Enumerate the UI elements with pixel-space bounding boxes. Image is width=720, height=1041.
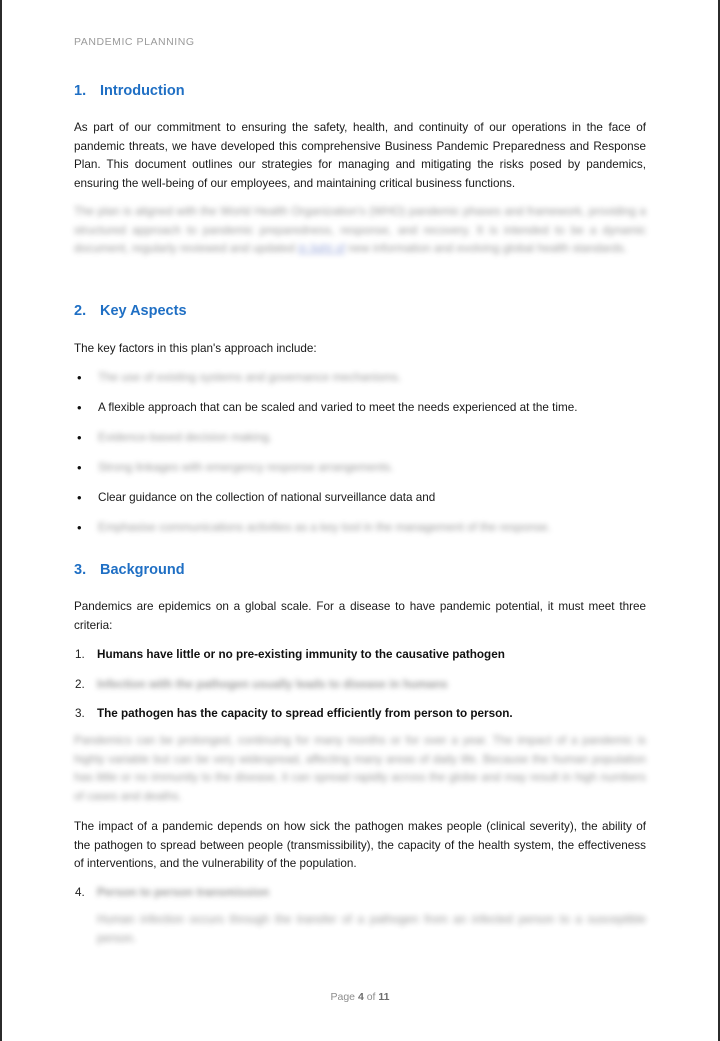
- heading-background-title: Background: [100, 562, 185, 578]
- table-row: [74, 646, 646, 665]
- pandemic-impact-paragraph: The impact of a pandemic depends on how sick the pathogen makes people (clinical severity), the ability of the pathogen to spread between people (transmissibility), the capacity of the health system, the effectiveness of interventions, and the vulnerability of the population.: [74, 820, 646, 871]
- bullet-marker-icon: •: [77, 520, 82, 535]
- bullet-marker-icon: •: [77, 460, 82, 475]
- list-item: [74, 459, 646, 478]
- background-intro-paragraph: Pandemics are epidemics on a global scale. For a disease to have pandemic potential, it must meet three criteria:: [74, 600, 646, 632]
- bullet-marker-icon: •: [77, 490, 82, 505]
- heading-key-aspects-number: 2.: [74, 303, 87, 319]
- list-item-label: A flexible approach that can be scaled and varied to meet the needs experienced at the time.: [98, 401, 578, 414]
- criteria-label: The pathogen has the capacity to spread efficiently from person to person.: [97, 707, 513, 720]
- list-item: [74, 489, 646, 508]
- bullet-marker-icon: •: [77, 400, 82, 415]
- bullet-marker-icon: •: [77, 370, 82, 385]
- list-item-label: Clear guidance on the collection of national surveillance data and: [98, 491, 436, 504]
- heading-introduction: [74, 83, 646, 99]
- redacted-hyperlink[interactable]: in light of: [298, 242, 345, 256]
- heading-introduction-number: 1.: [74, 83, 87, 99]
- footer-current-page: 4: [357, 991, 364, 1003]
- criteria-label: Person to person transmission: [97, 886, 270, 899]
- list-item-label: Strong linkages with emergency response arrangements.: [98, 461, 394, 474]
- table-row: [74, 884, 646, 903]
- criteria-label: Infection with the pathogen usually leads to disease in humans: [97, 678, 448, 691]
- redacted-text-a: The plan is aligned with the World Health Organization's (WHO) pandemic phases and framework, providing a structured approach to pandemic preparedness, response, and recovery. It is intended to be: [74, 205, 646, 237]
- list-number: 2.: [75, 678, 85, 691]
- footer-of-label: of: [366, 991, 376, 1003]
- heading-key-aspects-title: Key Aspects: [100, 303, 187, 319]
- list-item: [74, 369, 646, 388]
- heading-background-number: 3.: [74, 562, 87, 578]
- table-row: [74, 676, 646, 695]
- key-aspects-intro: The key factors in this plan's approach include:: [74, 342, 317, 355]
- list-number: 4.: [75, 886, 85, 899]
- list-number: 3.: [75, 707, 85, 720]
- redacted-text-b: a dynamic document, regularly reviewed and updated: [74, 223, 647, 256]
- criteria-label: Humans have little or no pre-existing immunity to the causative pathogen: [97, 648, 505, 661]
- list-item-label: Emphasise communications activities as a key tool in the management of the response.: [98, 521, 551, 534]
- list-item: [74, 399, 646, 418]
- list-number: 1.: [75, 648, 85, 661]
- page-content: [74, 0, 646, 1041]
- page-footer: [74, 991, 646, 1003]
- list-item-label: Evidence-based decision making.: [98, 431, 273, 444]
- running-header: PANDEMIC PLANNING: [74, 36, 195, 48]
- introduction-redacted-paragraph: [74, 203, 646, 259]
- redacted-text-c: new information and evolving global health standards.: [344, 242, 627, 256]
- heading-key-aspects: [74, 303, 646, 319]
- bullet-marker-icon: •: [77, 430, 82, 445]
- heading-introduction-title: Introduction: [100, 83, 185, 99]
- footer-page-prefix: Page: [330, 991, 356, 1003]
- list-item: [74, 429, 646, 448]
- table-row: [74, 705, 646, 724]
- introduction-paragraph: As part of our commitment to ensuring the safety, health, and continuity of our operations in the face of pandemic threats, we have developed this comprehensive Business Pandemic Preparedness and Response Plan. This document outlines our strategies for managing and mitigating the risks posed by pandemics, ensuring the well-being of our employees, and maintaining critical business functions.: [74, 121, 646, 191]
- item-four-detail-paragraph: Human infection occurs through the transfer of a pathogen from an infected person to a susceptible person.: [97, 913, 646, 945]
- list-item-label: The use of existing systems and governance mechanisms.: [98, 371, 402, 384]
- heading-background: [74, 562, 646, 578]
- background-redacted-paragraph: Pandemics can be prolonged, continuing for many months or for over a year. The impact of a pandemic is highly variable but can be very widespread, affecting many areas of daily life. Because the human population has little or no immunity to the disease, it can spread rapidly across the globe and may result in high numbers of cases and deaths.: [74, 734, 646, 804]
- footer-total-pages: 11: [378, 991, 390, 1003]
- list-item: [74, 519, 646, 538]
